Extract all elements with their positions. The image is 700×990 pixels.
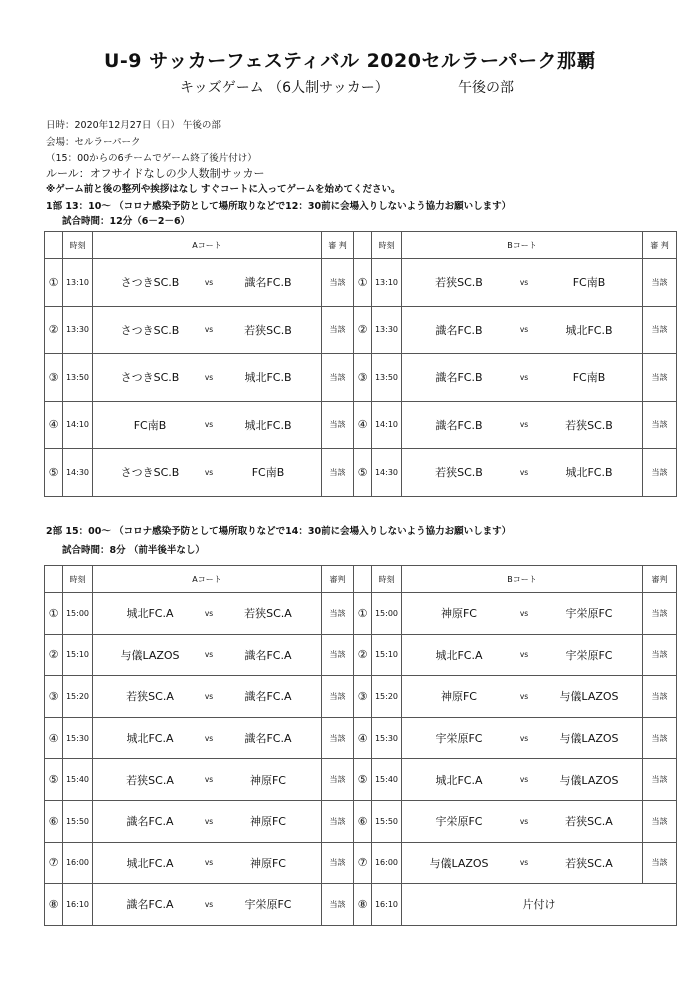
match-number: ④ [354, 717, 372, 759]
match-time: 15:10 [63, 634, 93, 676]
referee-header: 審判 [643, 566, 677, 593]
away-team: 与儀LAZOS [559, 732, 619, 746]
match-time: 16:10 [372, 884, 402, 926]
match-number: ② [45, 634, 63, 676]
home-team: 神原FC [440, 690, 477, 704]
info-note: ※ゲーム前と後の整列や挨拶はなし すぐコートに入ってゲームを始めてください。 [46, 184, 401, 195]
table-row [45, 884, 677, 926]
referee: 当該 [643, 842, 677, 884]
away-team: 識名FC.A [244, 648, 292, 662]
match-time: 16:00 [372, 842, 402, 884]
court-b-match [402, 717, 643, 759]
time-header: 時刻 [372, 566, 402, 593]
court-a-match [93, 759, 322, 801]
referee: 当該 [643, 676, 677, 718]
away-team: FC南B [572, 276, 606, 290]
home-team: 城北FC.A [435, 773, 483, 787]
vs-label: vs [204, 691, 214, 701]
vs-label: vs [519, 775, 529, 785]
away-team: 城北FC.B [244, 371, 292, 385]
vs-label: vs [519, 372, 529, 382]
court-a-match [93, 449, 322, 497]
referee: 当該 [322, 354, 354, 402]
referee: 当該 [322, 306, 354, 354]
home-team: 与儀LAZOS [120, 648, 180, 662]
match-number: ⑤ [354, 759, 372, 801]
away-team: 神原FC [249, 773, 286, 787]
match-time: 13:50 [372, 354, 402, 402]
table-row [45, 401, 677, 449]
info-rule: ルール：オフサイドなしの少人数制サッカー [46, 167, 265, 180]
vs-label: vs [519, 858, 529, 868]
match-number: ⑦ [45, 842, 63, 884]
match-number: ② [45, 306, 63, 354]
table-header-row [45, 566, 677, 593]
court-a-match [93, 884, 322, 926]
court-b-header: Bコート [402, 566, 643, 593]
away-team: 若狭SC.A [565, 856, 613, 870]
away-team: 識名FC.A [244, 690, 292, 704]
match-time: 13:10 [372, 259, 402, 307]
match-time: 15:30 [372, 717, 402, 759]
court-b-match [402, 634, 643, 676]
match-time: 14:10 [63, 401, 93, 449]
court-a-match [93, 259, 322, 307]
match-number: ① [354, 259, 372, 307]
referee: 当該 [643, 759, 677, 801]
vs-label: vs [519, 277, 529, 287]
court-b-match [402, 259, 643, 307]
table-row [45, 354, 677, 402]
referee: 当該 [322, 717, 354, 759]
vs-label: vs [204, 775, 214, 785]
match-time: 13:50 [63, 354, 93, 402]
away-team: 識名FC.B [244, 276, 292, 290]
match-number: ① [45, 259, 63, 307]
vs-label: vs [204, 325, 214, 335]
court-a-match [93, 842, 322, 884]
match-number: ④ [45, 401, 63, 449]
table-row [45, 593, 677, 635]
referee: 当該 [643, 354, 677, 402]
away-team: 城北FC.B [565, 466, 613, 480]
vs-label: vs [204, 816, 214, 826]
home-team: 識名FC.B [435, 418, 483, 432]
away-team: 与儀LAZOS [559, 690, 619, 704]
match-number: ⑦ [354, 842, 372, 884]
home-team: FC南B [133, 418, 167, 432]
vs-label: vs [519, 325, 529, 335]
vs-label: vs [204, 608, 214, 618]
vs-label: vs [519, 816, 529, 826]
referee: 当該 [322, 634, 354, 676]
match-time: 15:00 [372, 593, 402, 635]
vs-label: vs [204, 650, 214, 660]
match-number: ① [354, 593, 372, 635]
match-number: ④ [354, 401, 372, 449]
vs-label: vs [519, 691, 529, 701]
home-team: 神原FC [440, 607, 477, 621]
match-time: 13:30 [372, 306, 402, 354]
time-header: 時刻 [372, 232, 402, 259]
court-b-match [402, 306, 643, 354]
home-team: 若狭SC.A [126, 773, 174, 787]
table-row [45, 717, 677, 759]
court-b-match [402, 759, 643, 801]
court-a-match [93, 306, 322, 354]
referee: 当該 [643, 259, 677, 307]
home-team: 城北FC.A [126, 732, 174, 746]
home-team: さつきSC.B [120, 466, 180, 480]
court-b-match [402, 593, 643, 635]
match-time: 15:50 [372, 800, 402, 842]
away-team: 宇栄原FC [244, 898, 292, 912]
match-time: 15:40 [63, 759, 93, 801]
referee: 当該 [322, 449, 354, 497]
table-row [45, 842, 677, 884]
referee: 当該 [643, 717, 677, 759]
referee-header: 審 判 [643, 232, 677, 259]
court-a-match [93, 401, 322, 449]
info-venue: 会場：セルラーパーク [46, 137, 141, 148]
away-team: 識名FC.A [244, 732, 292, 746]
home-team: 若狭SC.A [126, 690, 174, 704]
match-number: ④ [45, 717, 63, 759]
vs-label: vs [519, 733, 529, 743]
num-header [354, 566, 372, 593]
match-time: 15:00 [63, 593, 93, 635]
match-time: 14:30 [63, 449, 93, 497]
referee: 当該 [643, 634, 677, 676]
vs-label: vs [204, 858, 214, 868]
table-row [45, 634, 677, 676]
referee: 当該 [322, 759, 354, 801]
court-a-header: Aコート [93, 566, 322, 593]
match-number: ③ [354, 354, 372, 402]
time-header: 時刻 [63, 566, 93, 593]
home-team: 識名FC.A [126, 815, 174, 829]
part1-schedule-table [44, 231, 677, 497]
match-time: 14:30 [372, 449, 402, 497]
vs-label: vs [204, 467, 214, 477]
match-number: ① [45, 593, 63, 635]
table-header-row [45, 232, 677, 259]
court-b-header: Bコート [402, 232, 643, 259]
court-a-match [93, 800, 322, 842]
table-row [45, 676, 677, 718]
home-team: さつきSC.B [120, 323, 180, 337]
session-label: 午後の部 [458, 80, 514, 96]
table-row [45, 449, 677, 497]
court-a-match [93, 676, 322, 718]
table-row [45, 259, 677, 307]
match-number: ② [354, 306, 372, 354]
match-number: ⑤ [354, 449, 372, 497]
match-time: 13:10 [63, 259, 93, 307]
referee: 当該 [643, 306, 677, 354]
referee: 当該 [322, 842, 354, 884]
referee: 当該 [322, 593, 354, 635]
referee: 当該 [643, 593, 677, 635]
referee: 当該 [322, 259, 354, 307]
match-time: 15:40 [372, 759, 402, 801]
match-number: ⑤ [45, 759, 63, 801]
away-team: 若狭SC.B [565, 418, 613, 432]
match-number: ② [354, 634, 372, 676]
court-a-match [93, 634, 322, 676]
court-b-match [402, 401, 643, 449]
part2-heading: 2部 15：00～ （コロナ感染予防として場所取りなどで14：30前に会場入りしないよう協力お願いします） [46, 526, 512, 537]
cleanup-note: 片付け [402, 884, 677, 926]
home-team: さつきSC.B [120, 276, 180, 290]
referee: 当該 [643, 401, 677, 449]
match-number: ③ [45, 676, 63, 718]
home-team: 識名FC.B [435, 371, 483, 385]
match-time: 15:20 [372, 676, 402, 718]
vs-label: vs [519, 650, 529, 660]
court-a-match [93, 593, 322, 635]
referee-header: 審 判 [322, 232, 354, 259]
match-number: ⑧ [354, 884, 372, 926]
match-time: 15:20 [63, 676, 93, 718]
referee: 当該 [322, 800, 354, 842]
away-team: 宇栄原FC [565, 607, 613, 621]
vs-label: vs [519, 467, 529, 477]
vs-label: vs [204, 420, 214, 430]
referee: 当該 [322, 884, 354, 926]
part1-heading: 1部 13：10～ （コロナ感染予防として場所取りなどで12：30前に会場入りしないよう協力お願いします） [46, 201, 512, 212]
referee: 当該 [322, 401, 354, 449]
table-row [45, 800, 677, 842]
document-subtitle: キッズゲーム （6人制サッカー） [180, 80, 389, 96]
info-cleanup: （15：00からの6チームでゲーム終了後片付け） [46, 153, 257, 164]
vs-label: vs [204, 733, 214, 743]
info-date: 日時：2020年12月27日（日） 午後の部 [46, 120, 221, 131]
referee: 当該 [643, 800, 677, 842]
match-time: 13:30 [63, 306, 93, 354]
vs-label: vs [519, 420, 529, 430]
court-b-match [402, 354, 643, 402]
away-team: FC南B [251, 466, 285, 480]
home-team: 識名FC.A [126, 898, 174, 912]
court-a-match [93, 354, 322, 402]
home-team: 城北FC.A [126, 607, 174, 621]
home-team: 識名FC.B [435, 323, 483, 337]
match-number: ⑧ [45, 884, 63, 926]
vs-label: vs [204, 277, 214, 287]
vs-label: vs [204, 372, 214, 382]
vs-label: vs [204, 899, 214, 909]
match-time: 16:10 [63, 884, 93, 926]
home-team: 与儀LAZOS [429, 856, 489, 870]
match-number: ⑥ [354, 800, 372, 842]
away-team: 神原FC [249, 856, 286, 870]
match-time: 15:30 [63, 717, 93, 759]
court-a-match [93, 717, 322, 759]
away-team: 宇栄原FC [565, 648, 613, 662]
court-b-match [402, 842, 643, 884]
away-team: 若狭SC.B [244, 323, 292, 337]
time-header: 時刻 [63, 232, 93, 259]
match-time: 15:50 [63, 800, 93, 842]
referee: 当該 [322, 676, 354, 718]
away-team: 与儀LAZOS [559, 773, 619, 787]
part2-match-time: 試合時間：8分 （前半後半なし） [62, 545, 205, 556]
away-team: 若狭SC.A [565, 815, 613, 829]
document-title: U-9 サッカーフェスティバル 2020セルラーパーク那覇 [103, 50, 597, 72]
match-number: ⑤ [45, 449, 63, 497]
table-row [45, 759, 677, 801]
home-team: 宇栄原FC [435, 732, 483, 746]
num-header [45, 566, 63, 593]
part2-schedule-table [44, 565, 677, 926]
away-team: 城北FC.B [565, 323, 613, 337]
court-b-match [402, 800, 643, 842]
match-number: ③ [45, 354, 63, 402]
referee: 当該 [643, 449, 677, 497]
num-header [354, 232, 372, 259]
num-header [45, 232, 63, 259]
away-team: 神原FC [249, 815, 286, 829]
home-team: さつきSC.B [120, 371, 180, 385]
referee-header: 審判 [322, 566, 354, 593]
match-number: ⑥ [45, 800, 63, 842]
vs-label: vs [519, 608, 529, 618]
court-b-match [402, 449, 643, 497]
home-team: 宇栄原FC [435, 815, 483, 829]
home-team: 城北FC.A [435, 648, 483, 662]
match-time: 15:10 [372, 634, 402, 676]
match-time: 14:10 [372, 401, 402, 449]
court-a-header: Aコート [93, 232, 322, 259]
away-team: FC南B [572, 371, 606, 385]
home-team: 若狭SC.B [435, 466, 483, 480]
court-b-match [402, 676, 643, 718]
home-team: 城北FC.A [126, 856, 174, 870]
part1-match-time: 試合時間：12分（6－2－6） [62, 216, 191, 227]
match-time: 16:00 [63, 842, 93, 884]
table-row [45, 306, 677, 354]
match-number: ③ [354, 676, 372, 718]
home-team: 若狭SC.B [435, 276, 483, 290]
away-team: 城北FC.B [244, 418, 292, 432]
away-team: 若狭SC.A [244, 607, 292, 621]
